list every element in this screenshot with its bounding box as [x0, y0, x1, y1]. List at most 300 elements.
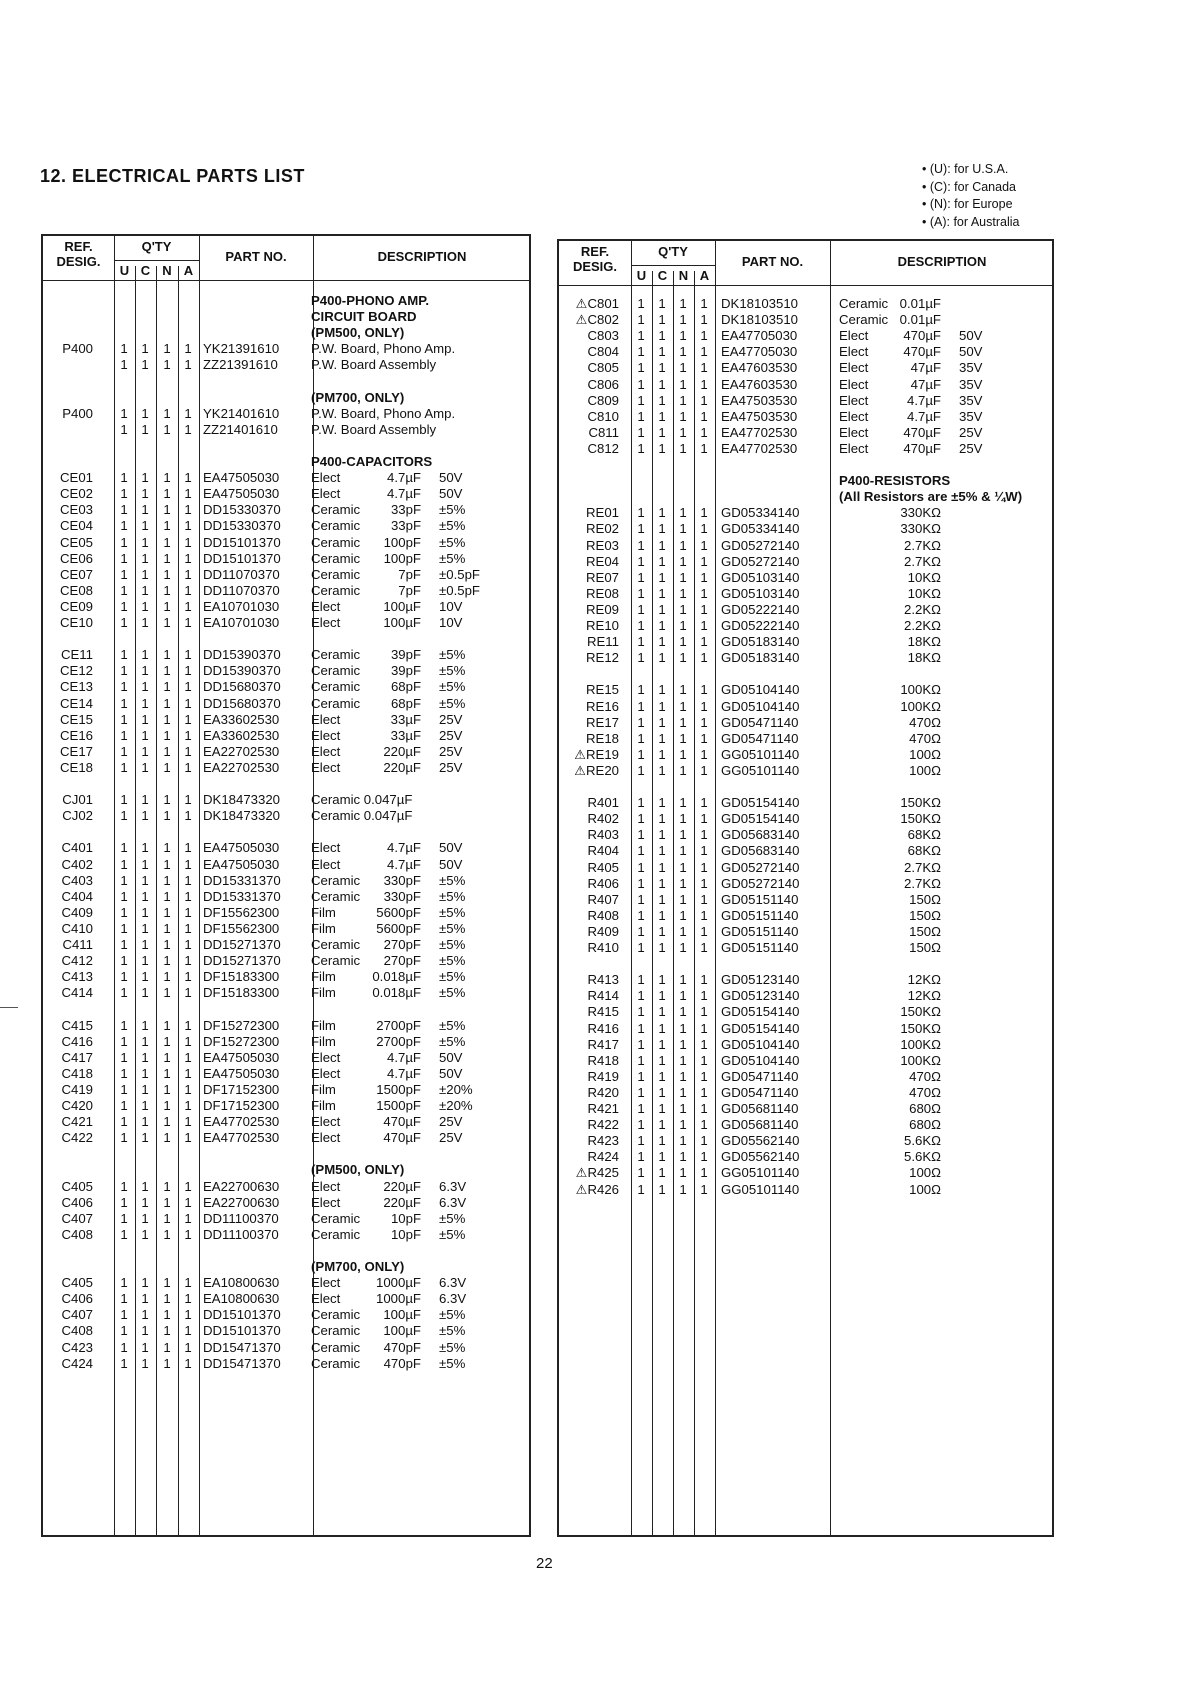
part-rating: ±5%	[439, 920, 466, 936]
qty-a: 1	[700, 1149, 708, 1165]
qty-c: 1	[658, 795, 666, 811]
part-number: GD05471140	[721, 1068, 799, 1084]
qty-n: 1	[163, 615, 171, 630]
ref-designator: ⚠R425	[575, 1165, 619, 1181]
qty-c: 1	[658, 505, 666, 521]
qty-c: 1	[141, 357, 149, 373]
part-rating: ±0.5pF	[439, 566, 480, 582]
qty-u: 1	[120, 856, 128, 872]
part-row	[43, 696, 529, 712]
section-heading: (PM500, ONLY)	[311, 1162, 405, 1178]
part-value: 5600pF	[376, 920, 421, 936]
part-row	[559, 924, 1052, 940]
part-row	[559, 763, 1052, 779]
part-number: GD05104140	[721, 698, 800, 714]
qty-u: 1	[120, 1178, 128, 1194]
qty-c: 1	[141, 695, 149, 711]
qty-u: 1	[637, 891, 645, 907]
qty-a: 1	[184, 1291, 192, 1307]
part-value: 470µF	[903, 440, 941, 456]
qty-c: 1	[658, 569, 666, 585]
part-row	[43, 840, 529, 856]
part-row	[43, 985, 529, 1001]
part-type: Film	[311, 985, 336, 1001]
section-heading: P400-PHONO AMP.	[311, 293, 429, 308]
part-rating: 50V	[439, 470, 463, 486]
part-row	[43, 889, 529, 905]
qty-a: 1	[700, 1020, 708, 1036]
part-row	[43, 599, 529, 615]
qty-n: 1	[163, 888, 171, 904]
ref-designator: R405	[587, 859, 619, 875]
ref-designator: R409	[587, 923, 619, 939]
part-number: DF15183300	[203, 969, 280, 985]
part-type: Ceramic	[311, 953, 361, 969]
part-rating: 25V	[439, 727, 463, 743]
qty-n: 1	[679, 601, 687, 617]
part-row	[43, 953, 529, 969]
part-value: 10pF	[390, 1210, 421, 1226]
qty-n: 1	[679, 618, 687, 633]
qty-c: 1	[658, 762, 666, 778]
part-row	[43, 905, 529, 921]
part-row	[43, 1275, 529, 1291]
qty-n: 1	[163, 969, 171, 985]
qty-u: 1	[637, 585, 645, 601]
qty-u: 1	[120, 920, 128, 936]
qty-a: 1	[184, 1178, 192, 1194]
qty-n: 1	[679, 795, 687, 811]
qty-u: 1	[120, 953, 128, 969]
part-type: Ceramic	[311, 518, 361, 534]
part-number: DF17152300	[203, 1081, 280, 1097]
qty-u: 1	[637, 521, 645, 537]
qty-u: 1	[120, 840, 128, 856]
qty-n: 1	[679, 859, 687, 875]
part-number: GD05334140	[721, 521, 800, 537]
part-rating: 25V	[959, 440, 983, 456]
parts-table-right	[557, 239, 1054, 1537]
part-value: 39pF	[390, 647, 421, 663]
ref-designator: ⚠RE20	[574, 762, 619, 778]
ref-designator: C401	[61, 840, 93, 856]
qty-u: 1	[637, 618, 645, 633]
qty-a: 1	[700, 891, 708, 907]
part-row	[559, 312, 1052, 328]
part-row	[559, 1069, 1052, 1085]
qty-a: 1	[700, 585, 708, 601]
qty-a: 1	[184, 1065, 192, 1081]
part-type: Ceramic	[311, 888, 361, 904]
part-number: DD15101370	[203, 534, 281, 550]
qty-n: 1	[679, 1101, 687, 1116]
ref-designator: RE17	[586, 714, 619, 730]
qty-c: 1	[658, 714, 666, 730]
part-row	[43, 728, 529, 744]
qty-a: 1	[184, 1114, 192, 1130]
part-row	[43, 567, 529, 583]
qty-c: 1	[658, 1052, 666, 1068]
qty-a: 1	[700, 972, 708, 988]
qty-n: 1	[679, 1068, 687, 1084]
part-type: Elect	[311, 1130, 341, 1146]
part-row	[43, 502, 529, 518]
qty-a: 1	[700, 1068, 708, 1084]
part-number: GD05103140	[721, 569, 800, 585]
part-number: EA47505030	[203, 856, 280, 872]
qty-u: 1	[637, 907, 645, 923]
ref-designator: ⚠C802	[575, 312, 619, 328]
ref-designator: CE14	[60, 695, 93, 711]
qty-u: 1	[120, 486, 128, 502]
qty-c: 1	[141, 937, 149, 952]
part-value: 68KΩ	[907, 827, 941, 843]
part-value: 0.01µF	[899, 296, 941, 311]
ref-designator: P400	[62, 341, 93, 357]
qty-c: 1	[141, 647, 149, 663]
qty-u: 1	[637, 988, 645, 1004]
section-heading: P400-CAPACITORS	[311, 454, 433, 469]
part-rating: 6.3V	[439, 1275, 467, 1291]
qty-a: 1	[700, 1101, 708, 1116]
ref-designator: RE12	[586, 650, 619, 666]
part-rating: ±5%	[439, 888, 466, 904]
ref-designator: C410	[61, 920, 93, 936]
part-rating: ±0.5pF	[439, 582, 480, 598]
qty-n: 1	[163, 405, 171, 421]
part-type: Elect	[839, 328, 869, 344]
qty-u: 1	[637, 1101, 645, 1116]
part-number: DD15331370	[203, 872, 281, 888]
part-number: EA47503530	[721, 408, 798, 424]
part-number: GD05154140	[721, 1004, 800, 1020]
qty-n: 1	[679, 827, 687, 843]
qty-a: 1	[184, 1323, 192, 1339]
qty-c: 1	[141, 1017, 149, 1033]
part-number: DK18473320	[203, 792, 280, 808]
part-number: GD05183140	[721, 650, 800, 666]
part-row	[43, 1050, 529, 1066]
qty-n: 1	[163, 1017, 171, 1033]
qty-u: 1	[637, 312, 645, 328]
part-number: GD05562140	[721, 1133, 800, 1149]
qty-u: 1	[637, 875, 645, 891]
part-row	[43, 808, 529, 824]
qty-a: 1	[700, 601, 708, 617]
qty-u: 1	[120, 421, 128, 437]
part-row	[43, 357, 529, 373]
part-number: GG05101140	[721, 762, 800, 778]
qty-u: 1	[637, 440, 645, 456]
qty-c: 1	[141, 985, 149, 1001]
part-value: 47µF	[910, 360, 941, 376]
part-row	[43, 1340, 529, 1356]
part-number: DD15390370	[203, 663, 281, 679]
part-value: 10pF	[390, 1226, 421, 1242]
scan-mark	[0, 1007, 18, 1008]
part-type: Ceramic	[311, 1226, 361, 1242]
header-c: C	[657, 268, 668, 283]
part-number: EA47505030	[203, 486, 280, 502]
part-row	[559, 731, 1052, 747]
ref-designator: ⚠RE19	[574, 746, 619, 762]
part-type: Elect	[839, 440, 869, 456]
part-type: Elect	[311, 743, 341, 759]
qty-u: 1	[120, 598, 128, 614]
part-rating: ±5%	[439, 534, 466, 550]
qty-a: 1	[700, 940, 708, 955]
part-row	[43, 1098, 529, 1114]
section-heading-row	[43, 1162, 529, 1178]
part-value: 4.7µF	[387, 470, 421, 486]
part-row	[559, 1133, 1052, 1149]
qty-u: 1	[120, 405, 128, 421]
qty-n: 1	[679, 424, 687, 440]
part-row	[43, 663, 529, 679]
qty-c: 1	[658, 923, 666, 939]
ref-designator: ⚠C801	[575, 296, 619, 311]
part-number: DD15471370	[203, 1355, 281, 1371]
qty-u: 1	[120, 743, 128, 759]
qty-a: 1	[184, 534, 192, 550]
qty-n: 1	[163, 1098, 171, 1113]
qty-n: 1	[679, 521, 687, 537]
qty-u: 1	[637, 1036, 645, 1052]
part-row	[43, 1114, 529, 1130]
part-rating: ±5%	[439, 969, 466, 985]
header-c: C	[140, 263, 151, 278]
qty-n: 1	[163, 679, 171, 695]
part-row	[43, 551, 529, 567]
part-row	[559, 1085, 1052, 1101]
part-type: Ceramic	[311, 1323, 361, 1339]
part-number: DD15330370	[203, 502, 281, 518]
ref-designator: CE11	[60, 647, 93, 663]
part-number: EA22700630	[203, 1194, 280, 1210]
part-value: 100KΩ	[900, 1052, 941, 1068]
qty-n: 1	[163, 470, 171, 486]
part-row	[559, 843, 1052, 859]
part-row	[43, 647, 529, 663]
part-value: 470µF	[383, 1114, 421, 1130]
qty-n: 1	[679, 1004, 687, 1020]
part-number: DK18103510	[721, 312, 798, 328]
qty-n: 1	[679, 698, 687, 714]
qty-n: 1	[679, 1181, 687, 1197]
part-rating: 50V	[439, 840, 463, 856]
qty-c: 1	[141, 727, 149, 743]
qty-u: 1	[120, 502, 128, 518]
part-number: GD05471140	[721, 1084, 799, 1100]
part-number: GD05562140	[721, 1149, 800, 1165]
qty-a: 1	[700, 730, 708, 746]
ref-designator: CE04	[60, 518, 93, 534]
qty-n: 1	[163, 985, 171, 1001]
part-row	[43, 583, 529, 599]
qty-n: 1	[163, 695, 171, 711]
qty-u: 1	[120, 647, 128, 663]
part-rating: 25V	[439, 743, 463, 759]
qty-c: 1	[658, 618, 666, 633]
qty-c: 1	[141, 1323, 149, 1339]
ref-designator: RE09	[586, 601, 619, 617]
header-u: U	[119, 263, 130, 278]
ref-designator: CE02	[60, 486, 93, 502]
qty-u: 1	[120, 695, 128, 711]
qty-n: 1	[679, 440, 687, 456]
part-value: 330pF	[383, 888, 421, 904]
qty-a: 1	[700, 1117, 708, 1133]
qty-u: 1	[120, 1355, 128, 1371]
part-row	[559, 586, 1052, 602]
ref-designator: C407	[61, 1210, 93, 1226]
part-value: 47µF	[910, 376, 941, 392]
part-rating: 50V	[439, 856, 463, 872]
part-rating: 10V	[439, 615, 463, 630]
part-number: GD05471140	[721, 714, 799, 730]
qty-u: 1	[120, 550, 128, 566]
legend-canada: • (C): for Canada	[922, 179, 1016, 194]
qty-c: 1	[141, 1033, 149, 1049]
qty-c: 1	[658, 424, 666, 440]
qty-a: 1	[184, 1049, 192, 1065]
part-type: Ceramic	[311, 534, 361, 550]
qty-a: 1	[700, 746, 708, 762]
part-value: 470µF	[383, 1130, 421, 1146]
part-value: 470pF	[383, 1355, 421, 1371]
qty-u: 1	[120, 872, 128, 888]
part-type: Ceramic	[311, 582, 361, 598]
part-value: 470Ω	[909, 1068, 941, 1084]
part-row	[559, 296, 1052, 312]
part-rating: ±5%	[439, 1033, 466, 1049]
section-heading-row	[43, 309, 529, 325]
qty-n: 1	[679, 312, 687, 328]
qty-c: 1	[141, 1178, 149, 1194]
qty-u: 1	[120, 792, 128, 808]
qty-u: 1	[637, 1052, 645, 1068]
part-row	[559, 940, 1052, 956]
part-value: 680Ω	[909, 1117, 941, 1133]
qty-c: 1	[658, 1165, 666, 1181]
part-value: 100µF	[383, 1323, 421, 1339]
ref-designator: C409	[61, 904, 93, 920]
qty-a: 1	[184, 341, 192, 357]
part-number: YK21391610	[203, 341, 280, 357]
qty-c: 1	[141, 1065, 149, 1081]
legend-australia: • (A): for Australia	[922, 214, 1020, 229]
qty-c: 1	[141, 743, 149, 759]
qty-u: 1	[637, 940, 645, 955]
qty-u: 1	[637, 714, 645, 730]
part-number: DF17152300	[203, 1098, 280, 1113]
part-row	[559, 505, 1052, 521]
part-row	[559, 699, 1052, 715]
ref-designator: R406	[587, 875, 619, 891]
qty-n: 1	[679, 875, 687, 891]
part-rating: ±5%	[439, 550, 466, 566]
part-type: Elect	[311, 1049, 341, 1065]
part-row	[559, 1004, 1052, 1020]
qty-n: 1	[679, 344, 687, 360]
header-part-no: PART NO.	[741, 254, 804, 269]
header-ref: REF. DESIG.	[572, 244, 618, 274]
part-value: 33pF	[390, 518, 421, 534]
part-row	[43, 406, 529, 422]
qty-c: 1	[658, 827, 666, 843]
qty-a: 1	[700, 569, 708, 585]
qty-u: 1	[637, 843, 645, 859]
qty-u: 1	[120, 566, 128, 582]
part-row	[559, 1021, 1052, 1037]
qty-a: 1	[700, 296, 708, 311]
qty-u: 1	[637, 344, 645, 360]
part-type: Film	[311, 1033, 336, 1049]
ref-designator: RE08	[586, 585, 619, 601]
qty-n: 1	[163, 759, 171, 775]
qty-n: 1	[679, 1117, 687, 1133]
ref-designator: C422	[61, 1130, 93, 1146]
part-value: 7pF	[398, 582, 421, 598]
qty-c: 1	[141, 888, 149, 904]
qty-u: 1	[120, 1114, 128, 1130]
section-heading: (PM700, ONLY)	[311, 1259, 405, 1274]
part-type: Ceramic	[311, 502, 361, 518]
part-type: P.W. Board Assembly	[311, 421, 437, 437]
qty-c: 1	[141, 872, 149, 888]
ref-designator: R414	[587, 988, 619, 1004]
part-value: 33pF	[390, 502, 421, 518]
part-row	[43, 486, 529, 502]
part-type: Elect	[839, 344, 869, 360]
part-type: Elect	[311, 1275, 341, 1291]
part-value: 100Ω	[909, 1165, 941, 1181]
qty-c: 1	[141, 904, 149, 920]
qty-a: 1	[700, 537, 708, 553]
ref-designator: R417	[587, 1036, 619, 1052]
qty-c: 1	[141, 663, 149, 679]
qty-u: 1	[637, 1181, 645, 1197]
part-number: GD05471140	[721, 730, 799, 746]
qty-a: 1	[184, 937, 192, 952]
part-row	[43, 535, 529, 551]
qty-n: 1	[163, 1049, 171, 1065]
part-value: 33µF	[390, 727, 421, 743]
part-row	[559, 1182, 1052, 1198]
qty-a: 1	[184, 920, 192, 936]
qty-n: 1	[163, 953, 171, 969]
part-row	[559, 715, 1052, 731]
qty-a: 1	[700, 440, 708, 456]
part-value: 1000µF	[376, 1275, 421, 1291]
part-row	[559, 827, 1052, 843]
qty-c: 1	[658, 1117, 666, 1133]
section-heading: (PM700, ONLY)	[311, 389, 405, 405]
part-value: 220µF	[383, 743, 421, 759]
qty-a: 1	[184, 421, 192, 437]
ref-designator: CE16	[60, 727, 93, 743]
part-number: DF15183300	[203, 985, 280, 1001]
part-row	[43, 1082, 529, 1098]
ref-designator: C402	[61, 856, 93, 872]
qty-u: 1	[120, 1033, 128, 1049]
part-row	[559, 377, 1052, 393]
qty-a: 1	[700, 521, 708, 537]
qty-n: 1	[163, 1065, 171, 1081]
part-row	[43, 760, 529, 776]
qty-c: 1	[658, 811, 666, 827]
qty-u: 1	[120, 663, 128, 679]
